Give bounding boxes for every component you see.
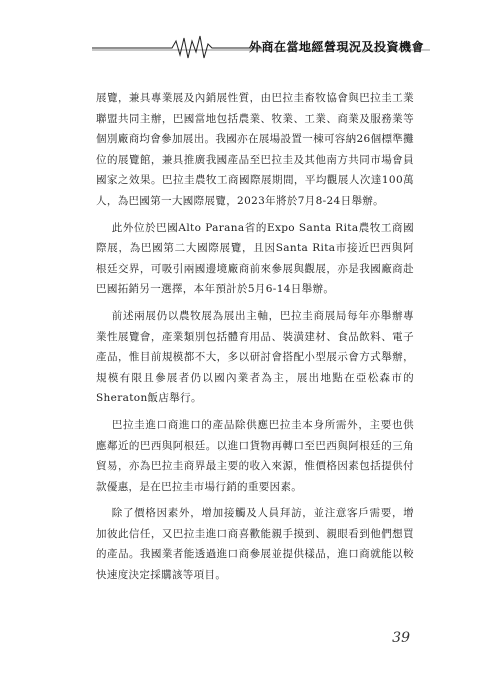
paragraph-4: 巴拉圭進口商進口的產品除供應巴拉圭本身所需外，主要也供應鄰近的巴西與阿根廷。以進口貨物再轉口至巴西與阿根廷的三角貿易，亦為巴拉圭商界最主要的收入來源，惟價格因素包括提供付款優惠，是在巴拉圭市場行銷的重要因素。 — [96, 418, 414, 493]
page-number: 39 — [392, 630, 410, 646]
header-title: 外商在當地經營現況及投資機會 — [248, 40, 424, 54]
body-text — [96, 88, 414, 586]
paragraph-1: 展覽，兼具專業展及內銷展性質，由巴拉圭畜牧協會與巴拉圭工業聯盟共同主辦，巴國當地包括農業、牧業、工業、商業及服務業等個別廠商均會參加展出。我國亦在展場設置一棟可容納26個標準攤位的展覽館，兼具推廣我國產品至巴拉圭及其他南方共同市場會員國家之效果。巴拉圭農牧工商國際展期間，平均觀展人次達100萬人，為巴國第一大國際展覽，2023年將於7月8-24日舉辦。 — [96, 92, 414, 207]
paragraph-5: 除了價格因素外，增加接觸及人員拜訪，並注意客戶需要，增加彼此信任，又巴拉圭進口商喜歡能親手摸到、親眼看到他們想買的產品。我國業者能透過進口商參展並提供樣品，進口商就能以較快速度決定採購該等項目。 — [96, 507, 414, 582]
paragraph-3: 前述兩展仍以農牧展為展出主軸，巴拉圭商展局每年亦舉辦專業性展覽會，產業類別包括體育用品、裝潢建材、食品飲料、電子產品，惟目前規模都不大，多以研討會搭配小型展示會方式舉辦，規模有限且參展者仍以國內業者為主，展出地點在亞松森市的Sheraton飯店舉行。 — [96, 309, 414, 405]
paragraph-2: 此外位於巴國Alto Parana省的Expo Santa Rita農牧工商國際展，為巴國第二大國際展覽，且因Santa Rita市接近巴西與阿根廷交界，可吸引兩國邊境廠商前來參展與觀展，亦是我國廠商赴巴國拓銷另一選擇，本年預計於5月6-14日舉辦。 — [96, 221, 414, 296]
running-header — [0, 30, 480, 70]
